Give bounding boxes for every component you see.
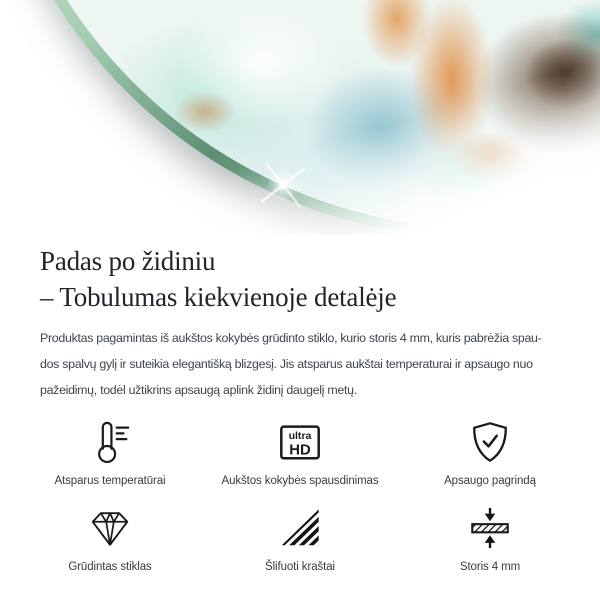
- feature-label: Aukštos kokybės spausdinimas: [221, 475, 379, 487]
- feature-label: Apsaugo pagrindą: [444, 475, 536, 487]
- feature-label: Šlifuoti kraštai: [265, 561, 335, 573]
- feature-protects-base: [395, 419, 585, 487]
- feature-label: Grūdintas stiklas: [68, 561, 152, 573]
- diamond-icon: [87, 505, 133, 551]
- page-title: [40, 243, 600, 315]
- feature-polished-edges: [205, 505, 395, 573]
- feature-label: Storis 4 mm: [459, 561, 521, 573]
- description-line: dos spalvų gylį ir suteikia elegantišką blizgesį. Jis atsparus aukštai temperaturai ir apsaugo nuo: [40, 357, 533, 371]
- svg-text:HD: HD: [289, 442, 311, 459]
- features-grid: [15, 419, 585, 573]
- feature-heat-resistant: [15, 419, 205, 487]
- feature-thickness: [395, 505, 585, 573]
- title-line-1: Padas po židiniu: [40, 246, 216, 276]
- feature-print-quality: [205, 419, 395, 487]
- ultra-hd-icon: [277, 419, 323, 465]
- title-line-2: – Tobulumas kiekvienoje detalėje: [40, 282, 397, 312]
- description-line: Produktas pagamintas iš aukštos kokybės grūdinto stiklo, kurio storis 4 mm, kuris pabrėžia spau-: [40, 331, 542, 345]
- shield-check-icon: [467, 419, 513, 465]
- product-description: [40, 325, 600, 403]
- feature-label: Atsparus temperatūrai: [54, 475, 166, 487]
- product-image: [0, 0, 600, 235]
- polished-edges-icon: [277, 505, 323, 551]
- thickness-icon: [467, 505, 513, 551]
- feature-tempered-glass: [15, 505, 205, 573]
- svg-text:ultra: ultra: [288, 430, 312, 443]
- thermometer-icon: [87, 419, 133, 465]
- description-line: pažeidimų, todėl užtikrins apsaugą aplink židinį daugelį metų.: [40, 383, 357, 397]
